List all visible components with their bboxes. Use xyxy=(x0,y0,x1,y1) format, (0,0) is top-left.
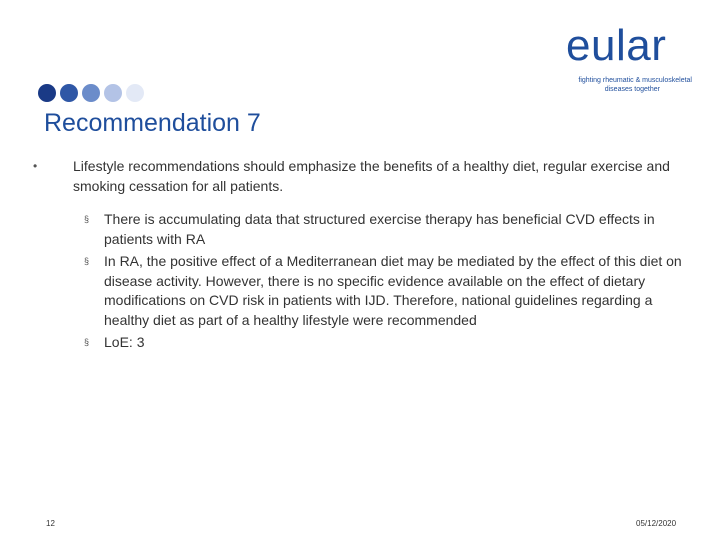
sub-bullet-text: There is accumulating data that structured exercise therapy has beneficial CVD effects in patients with RA xyxy=(104,211,655,247)
sub-bullet-marker: § xyxy=(84,214,90,224)
decorative-dot-4 xyxy=(104,84,122,102)
sub-bullet-item xyxy=(84,333,694,353)
sub-bullet-marker: § xyxy=(84,256,90,266)
logo-tagline-line-1: fighting rheumatic & musculoskeletal xyxy=(578,77,692,84)
sub-bullet-text: In RA, the positive effect of a Mediterranean diet may be mediated by the effect of this diet on disease activity. However, there is no specific evidence available on the effect of dietary modifications on CVD risk in patients with IJD. Therefore, national guidelines regarding a healthy diet as part of a healthy lifestyle were recommended xyxy=(104,253,682,328)
sub-bullet-text: LoE: 3 xyxy=(104,334,145,350)
decorative-dot-2 xyxy=(60,84,78,102)
logo-wordmark: eular xyxy=(566,21,667,70)
slide-title: Recommendation 7 xyxy=(44,109,261,137)
sub-bullet-marker: § xyxy=(84,337,90,347)
decorative-dots xyxy=(38,84,144,102)
logo-tagline-line-2: diseases together xyxy=(604,86,660,93)
sub-bullet-list xyxy=(84,210,694,356)
eular-logo xyxy=(560,22,700,102)
page-number: 12 xyxy=(46,519,55,528)
decorative-dot-5 xyxy=(126,84,144,102)
bullet-marker: • xyxy=(33,159,38,173)
sub-bullet-item xyxy=(84,210,694,249)
decorative-dot-3 xyxy=(82,84,100,102)
footer-date: 05/12/2020 xyxy=(636,519,677,528)
main-bullet-text: Lifestyle recommendations should emphasize the benefits of a healthy diet, regular exercise and smoking cessation for all patients. xyxy=(73,158,670,194)
sub-bullet-item xyxy=(84,252,694,330)
decorative-dot-1 xyxy=(38,84,56,102)
